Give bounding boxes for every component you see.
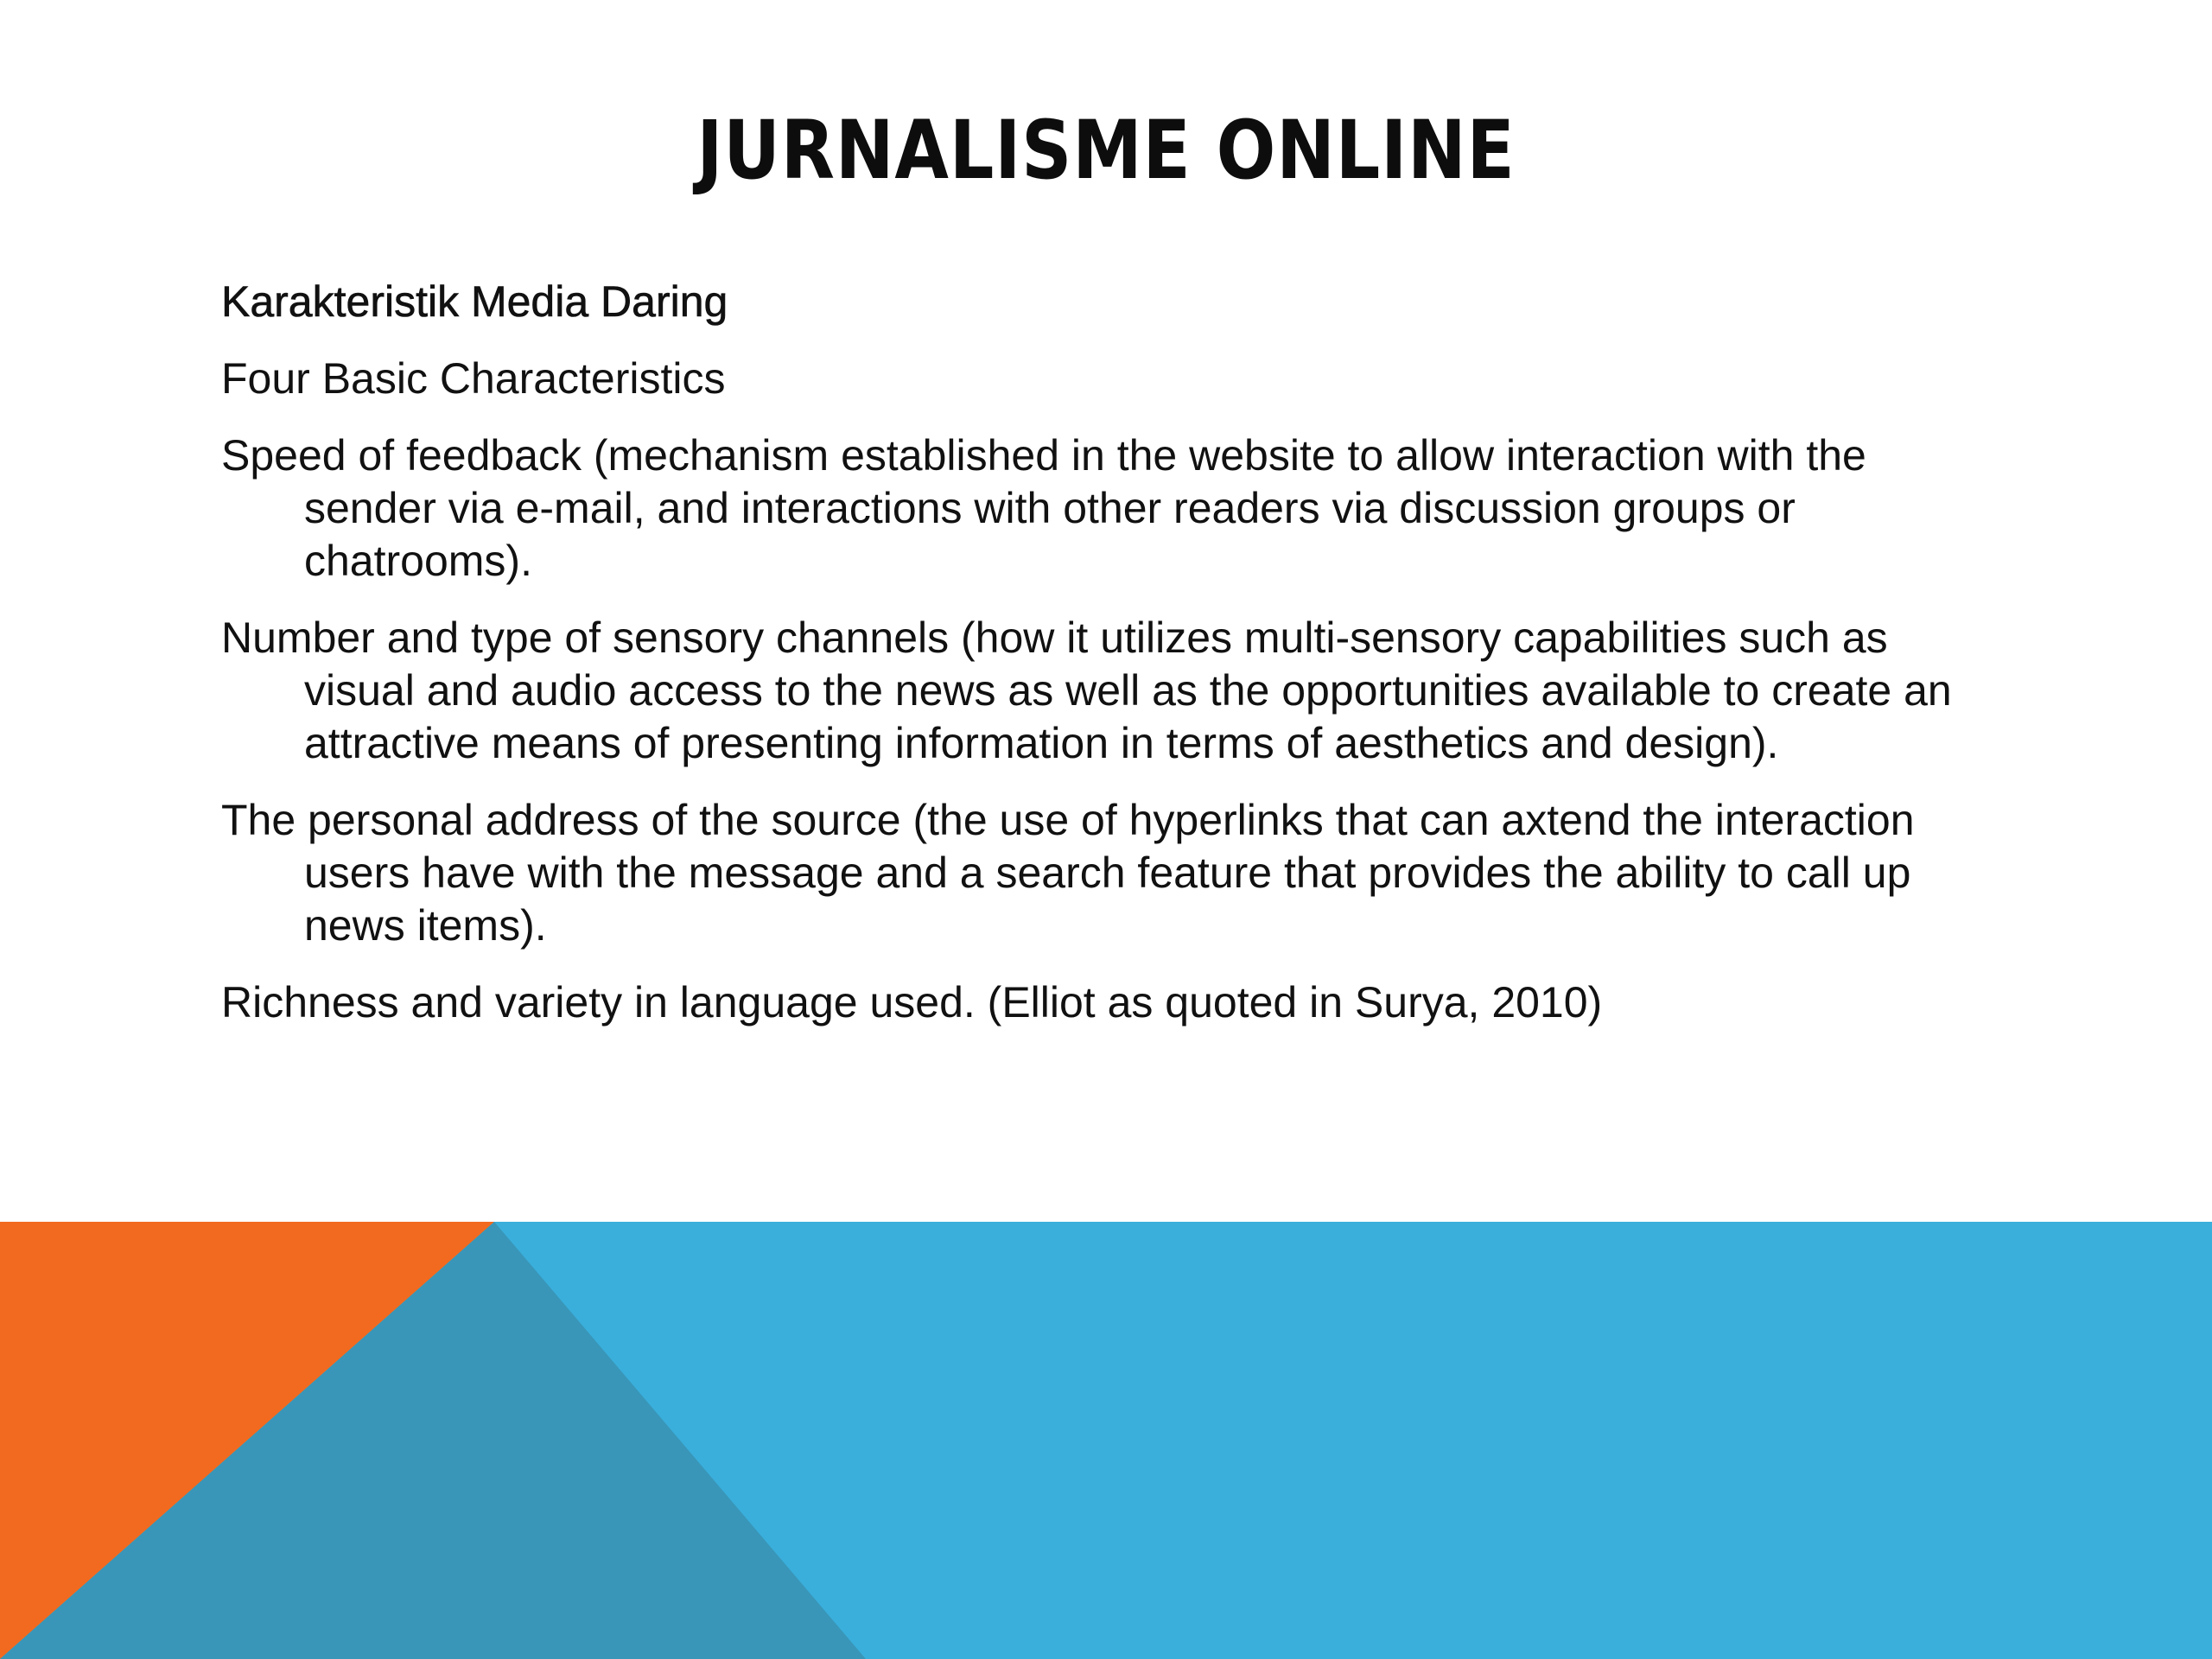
section-heading: Karakteristik Media Daring xyxy=(221,277,728,326)
body-paragraph: Four Basic Characteristics xyxy=(221,354,726,403)
slide-body xyxy=(221,275,2001,1053)
body-paragraph: Richness and variety in language used. (Elliot as quoted in Surya, 2010) xyxy=(221,978,1603,1027)
body-paragraph: Speed of feedback (mechanism established in the website to allow interaction with the sender via e-mail, and interactions with other readers via discussion groups or chatrooms). xyxy=(221,431,1866,585)
decorative-footer-band xyxy=(0,1222,2212,1659)
body-paragraph: Number and type of sensory channels (how it utilizes multi-sensory capabilities such as visual and audio access to the news as well as the opportunities available to create an attractive means of presenting information in terms of aesthetics and design). xyxy=(221,613,1952,767)
body-paragraph: The personal address of the source (the use of hyperlinks that can axtend the interaction users have with the message and a search feature that provides the ability to call up news items). xyxy=(221,796,1915,950)
slide-title: JURNALISME ONLINE xyxy=(696,104,1516,198)
